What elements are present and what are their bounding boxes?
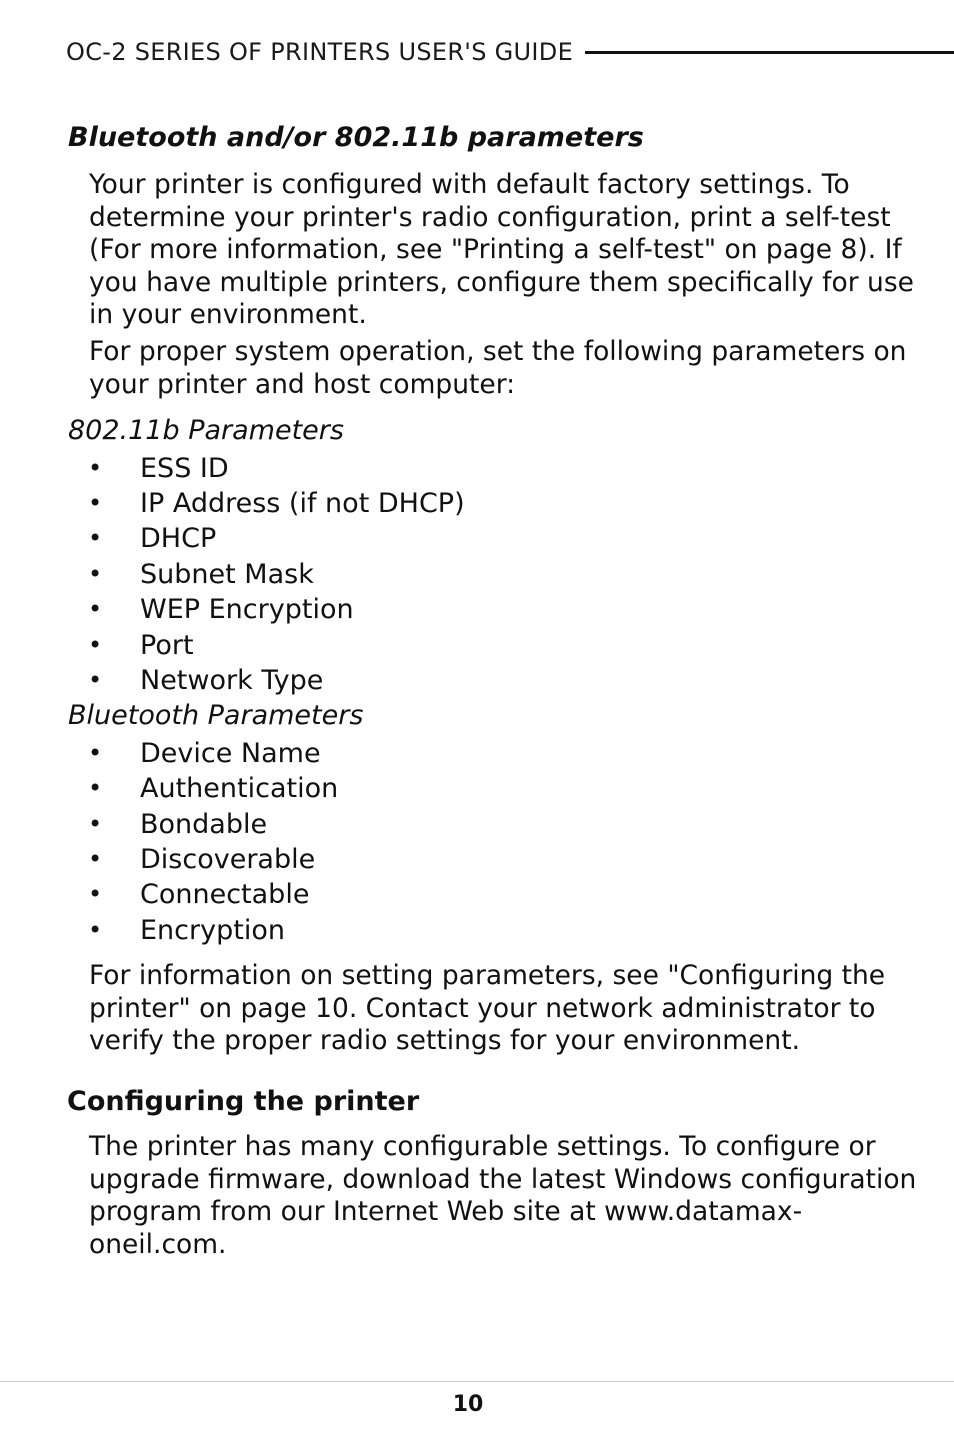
bullet-icon: • (88, 845, 103, 873)
list-item: • Connectable (88, 879, 310, 910)
settings-line: verify the proper radio settings for your environment. (89, 1025, 801, 1056)
bullet-icon: • (88, 560, 103, 588)
settings-paragraph (89, 960, 909, 1058)
intro-line: in your environment. (89, 299, 367, 330)
bullet-icon: • (88, 595, 103, 623)
bullet-icon: • (88, 916, 103, 944)
operation-line: For proper system operation, set the following parameters on (89, 336, 907, 367)
list-item: • Subnet Mask (88, 559, 314, 590)
intro-line: Your printer is configured with default factory settings. To (89, 169, 850, 200)
configuring-line: program from our Internet Web site at www.datamax- (89, 1196, 803, 1227)
bullet-icon: • (88, 524, 103, 552)
bullet-icon: • (88, 880, 103, 908)
bullet-icon: • (88, 810, 103, 838)
configuring-line: oneil.com. (89, 1228, 227, 1260)
running-header (66, 32, 954, 72)
section-heading-bluetooth-80211b: Bluetooth and/or 802.11b parameters (68, 122, 644, 153)
list-item: • Encryption (88, 915, 285, 946)
intro-line: determine your printer's radio configuration, print a self-test (89, 201, 891, 233)
header-rule (585, 51, 954, 54)
bullet-icon: • (88, 454, 103, 482)
configuring-line: upgrade firmware, download the latest Windows configuration (89, 1163, 917, 1195)
list-item: • Authentication (88, 773, 339, 804)
list-item: • Discoverable (88, 844, 316, 875)
list-item: • Bondable (88, 809, 268, 840)
list-item: • ESS ID (88, 453, 229, 484)
page-number: 10 (452, 1392, 484, 1417)
list-item: • Network Type (88, 665, 324, 696)
intro-paragraph (89, 169, 914, 332)
subheading-80211b-parameters: 802.11b Parameters (68, 415, 344, 446)
list-item: • Device Name (88, 738, 321, 769)
operation-line: your printer and host computer: (89, 368, 516, 400)
subheading-bluetooth-parameters: Bluetooth Parameters (68, 700, 364, 731)
bullet-icon: • (88, 489, 103, 517)
list-item: • Port (88, 630, 194, 661)
settings-line: For information on setting parameters, see "Configuring the (89, 960, 886, 991)
footer-rule (0, 1381, 954, 1382)
intro-line: (For more information, see "Printing a self-test" on page 8). If (89, 234, 902, 265)
settings-line: printer" on page 10. Contact your network administrator to (89, 992, 876, 1024)
list-item: • WEP Encryption (88, 594, 354, 625)
configuring-line: The printer has many configurable settings. To configure or (89, 1131, 876, 1162)
bullet-icon: • (88, 739, 103, 767)
running-header-title: OC-2 SERIES OF PRINTERS USER'S GUIDE (66, 38, 574, 66)
list-item: • DHCP (88, 523, 217, 554)
bullet-icon: • (88, 774, 103, 802)
bullet-icon: • (88, 666, 103, 694)
intro-line: you have multiple printers, configure them specifically for use (89, 266, 914, 298)
list-item: • IP Address (if not DHCP) (88, 488, 465, 519)
section-heading-configuring-the-printer: Configuring the printer (67, 1086, 420, 1117)
bullet-icon: • (88, 631, 103, 659)
operation-paragraph (89, 336, 909, 401)
configuring-paragraph (89, 1131, 917, 1261)
